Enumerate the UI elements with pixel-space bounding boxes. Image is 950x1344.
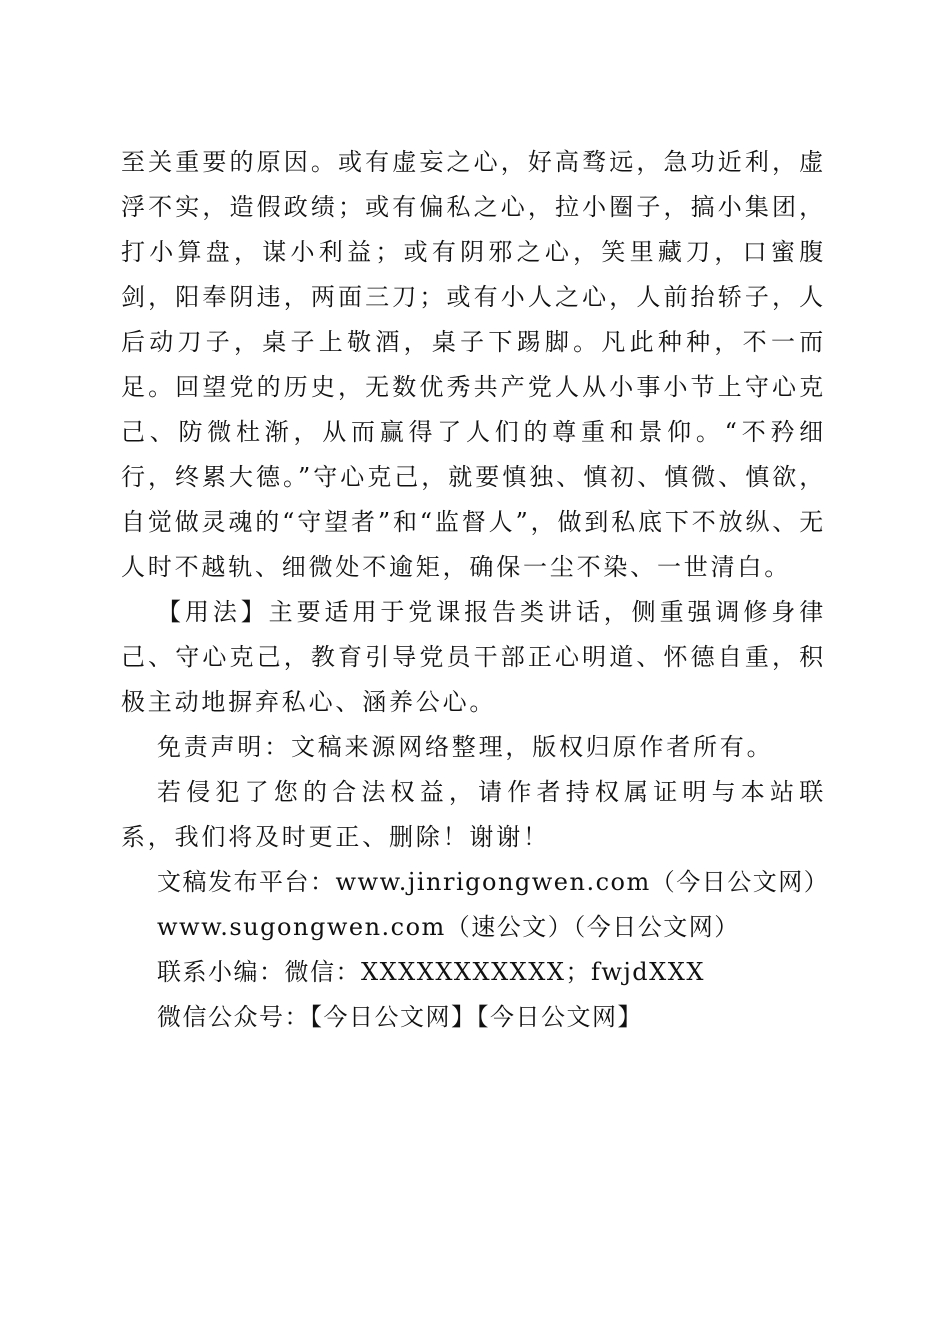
body-paragraph: 至关重要的原因。或有虚妄之心，好高骛远，急功近利，虚浮不实，造假政绩；或有偏私之心，拉小圈子，搞小集团，打小算盘，谋小利益；或有阴邪之心，笑里藏刀，口蜜腹剑，阳奉阴违，两面三刀；或有小人之心，人前抬轿子，人后动刀子，桌子上敬酒，桌子下踢脚。凡此种种，不一而足。回望党的历史，无数优秀共产党人从小事小节上守心克己、防微杜渐，从而赢得了人们的尊重和景仰。“不矜细行，终累大德。”守心克己，就要慎独、慎初、慎微、慎欲，自觉做灵魂的“守望者”和“监督人”，做到私底下不放纵、无人时不越轨、细微处不逾矩，确保一尘不染、一世清白。 — [121, 148, 826, 581]
platform-line: 文稿发布平台：www.jinrigongwen.com（今日公文网） — [157, 868, 830, 896]
document-body — [121, 140, 830, 1040]
platform-line-2: www.sugongwen.com（速公文）（今日公文网） — [157, 913, 740, 941]
infringement-notice: 若侵犯了您的合法权益，请作者持权属证明与本站联系，我们将及时更正、删除！谢谢！ — [121, 778, 826, 851]
usage-paragraph: 【用法】主要适用于党课报告类讲话，侧重强调修身律己、守心克己，教育引导党员干部正心明道、怀德自重，积极主动地摒弃私心、涵养公心。 — [121, 598, 826, 716]
disclaimer-text: 免责声明：文稿来源网络整理，版权归原作者所有。 — [157, 733, 774, 761]
wechat-account-line: 微信公众号：【今日公文网】【今日公文网】 — [157, 1003, 643, 1031]
contact-line: 联系小编：微信：XXXXXXXXXXX；fwjdXXX — [157, 958, 705, 986]
